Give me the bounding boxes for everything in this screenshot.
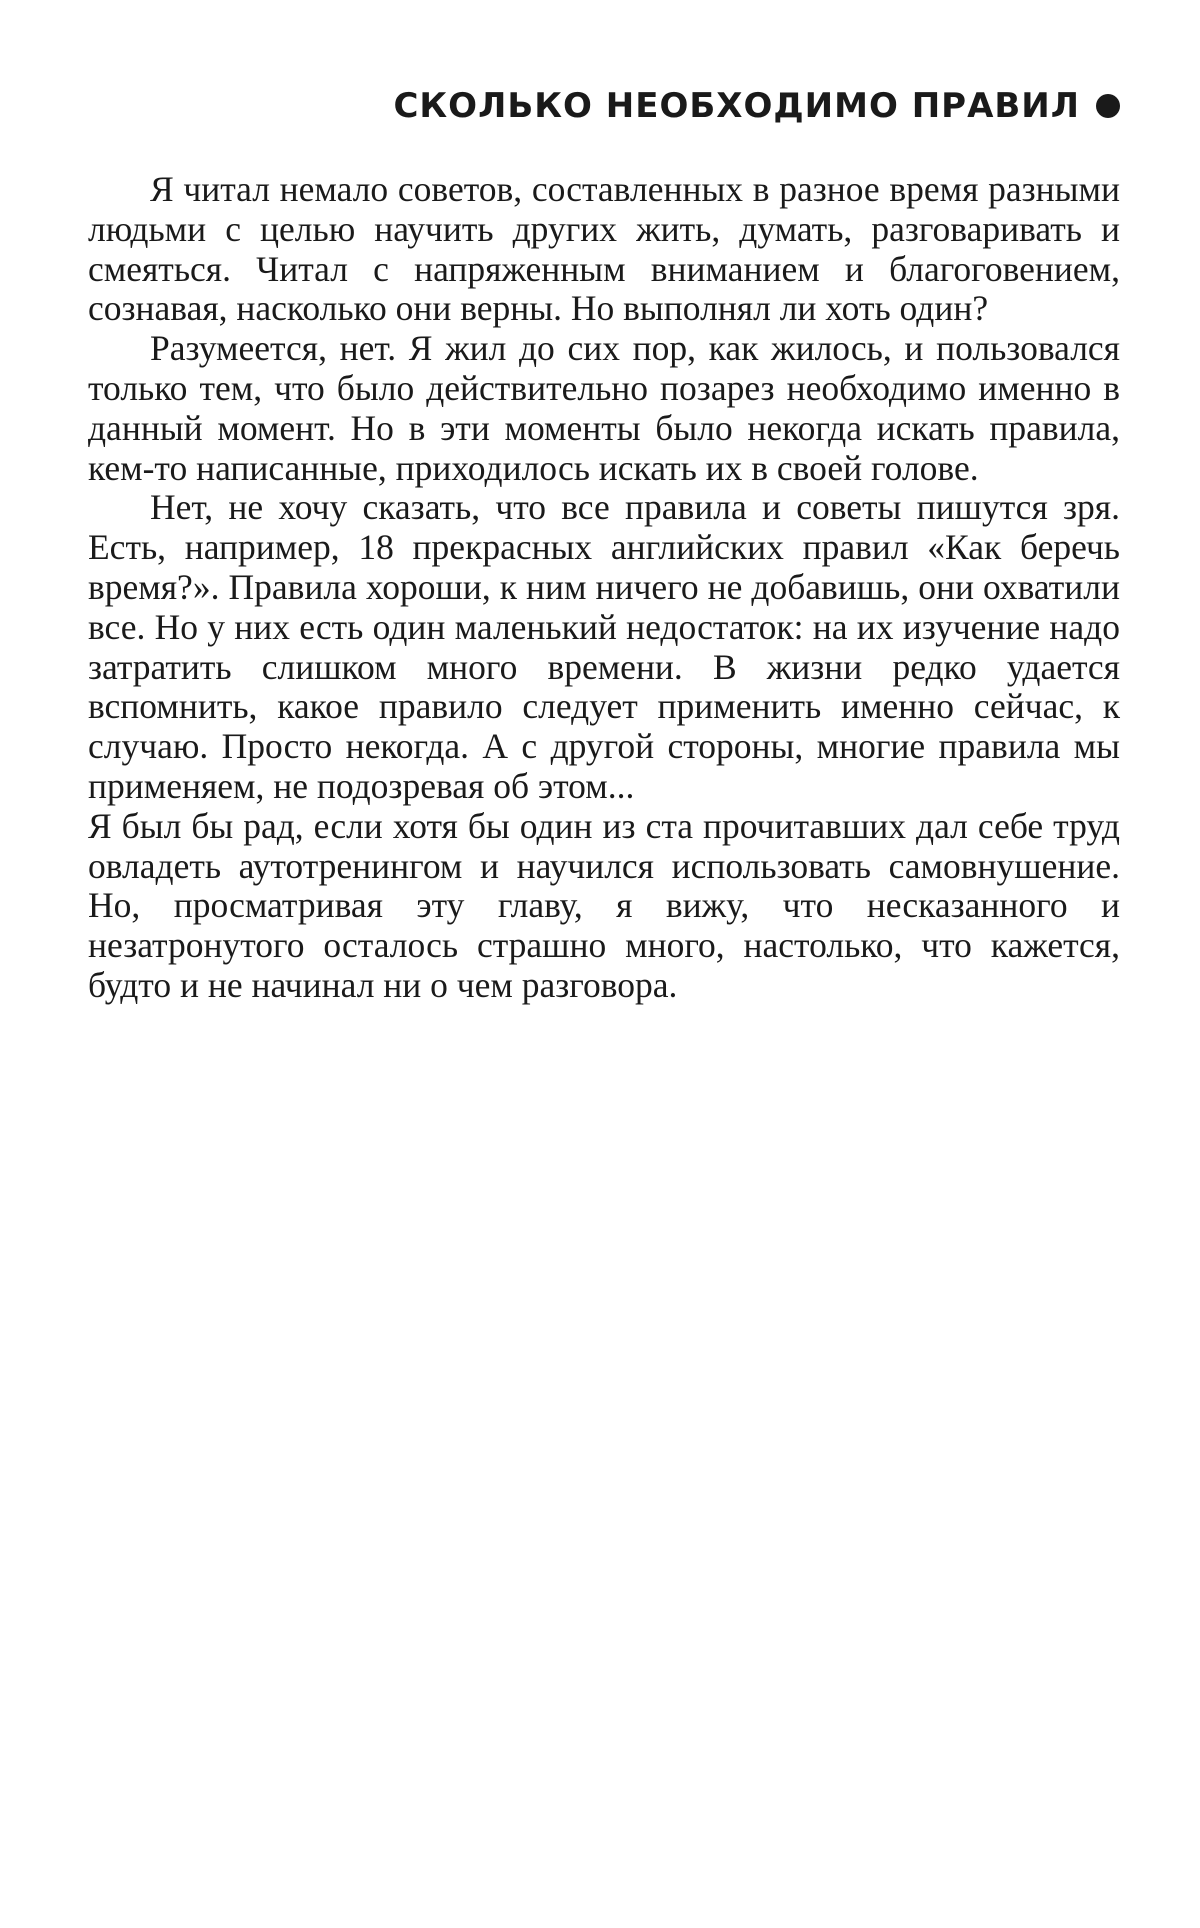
book-page [88,84,1120,1006]
chapter-title: СКОЛЬКО НЕОБХОДИМО ПРАВИЛ [393,86,1080,126]
running-head [88,84,1120,128]
paragraph: Нет, не хочу сказать, что все правила и советы пишутся зря. Есть, например, 18 прекрасных английских правил «Как беречь время?». Правила хороши, к ним ничего не добавишь, они охватили все. Но у них есть один маленький недостаток: на их изучение надо затратить слишком много времени. В жизни редко удается вспомнить, какое правило следует применить именно сейчас, к случаю. Просто некогда. А с другой стороны, многие правила мы применяем, не подозревая об этом... [88,487,1120,806]
body-text [88,170,1120,1006]
paragraph: Я был бы рад, если хотя бы один из ста прочитавших дал себе труд овладеть аутотренингом и научился использовать самовнушение. Но, просматривая эту главу, я вижу, что несказанного и незатронутого осталось страшно много, настолько, что кажется, будто и не начинал ни о чем разговора. [88,805,1120,1005]
paragraph: Разумеется, нет. Я жил до сих пор, как жилось, и пользовался только тем, что было действительно позарез необходимо именно в данный момент. Но в эти моменты было некогда искать правила, кем-то написанные, приходилось искать их в своей голове. [88,328,1120,488]
bullet-icon [1096,94,1120,118]
paragraph: Я читал немало советов, составленных в разное время разными людьми с целью научить других жить, думать, разговаривать и смеяться. Читал с напряженным вниманием и благоговением, сознавая, насколько они верны. Но выполнял ли хоть один? [88,169,1120,329]
